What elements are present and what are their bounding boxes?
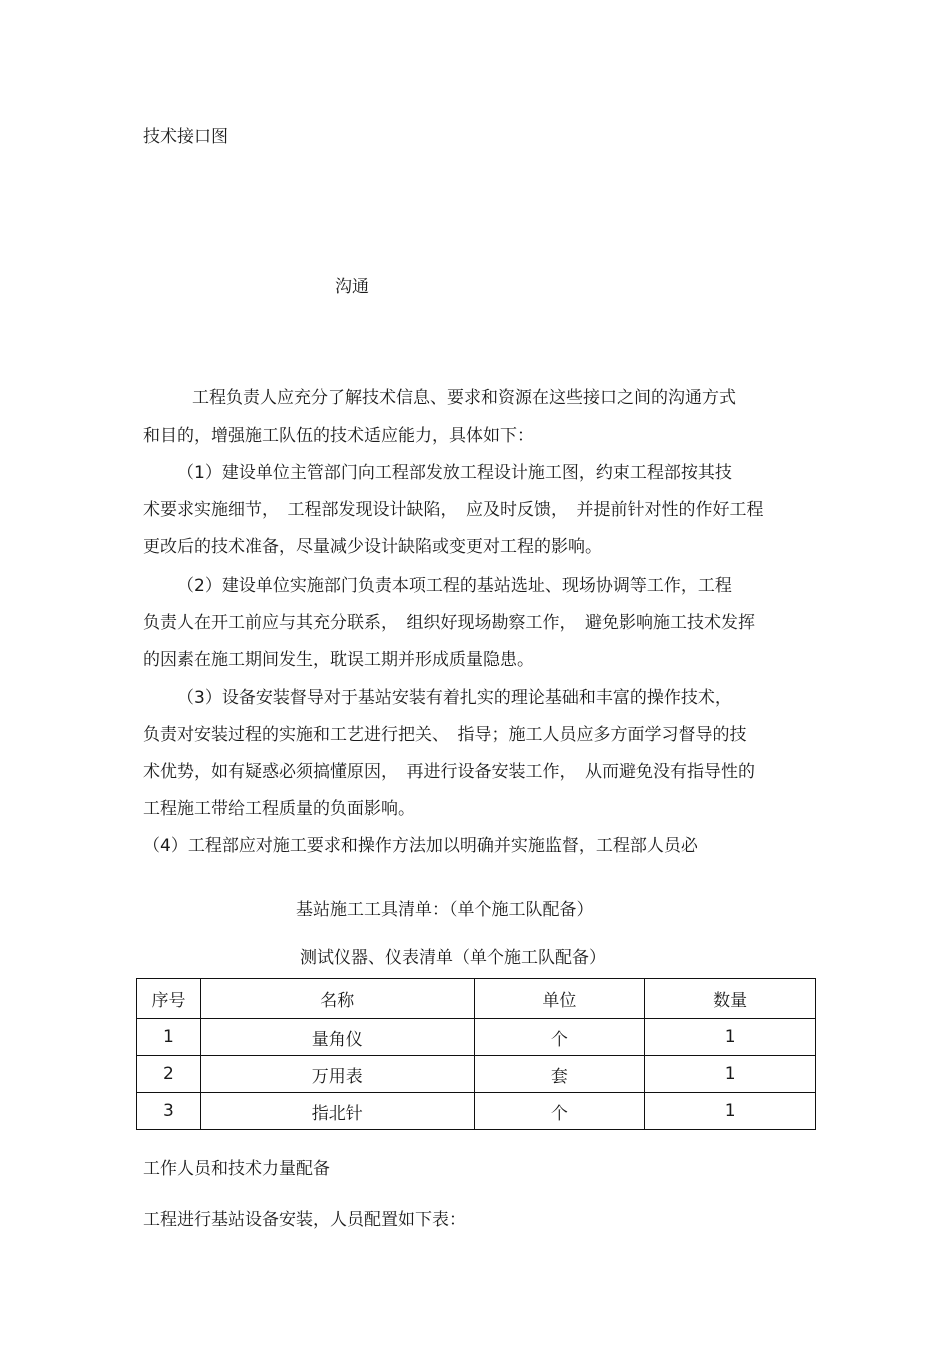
page-heading: 技术接口图 bbox=[143, 127, 228, 147]
cell-quantity: 1 bbox=[645, 1019, 816, 1056]
table-row bbox=[137, 1056, 816, 1093]
cell-name: 量角仪 bbox=[200, 1019, 474, 1056]
item-3-line-2: 负责对安装过程的实施和工艺进行把关、 指导；施工人员应多方面学习督导的技 bbox=[143, 725, 747, 745]
header-quantity: 数量 bbox=[645, 979, 816, 1019]
tools-list-title: 基站施工工具清单：（单个施工队配备） bbox=[296, 900, 594, 920]
table-row bbox=[137, 1019, 816, 1056]
cell-quantity: 1 bbox=[645, 1093, 816, 1130]
intro-line-2: 和目的，增强施工队伍的技术适应能力，具体如下： bbox=[143, 426, 534, 446]
staff-intro: 工程进行基站设备安装，人员配置如下表： bbox=[143, 1210, 466, 1230]
header-unit: 单位 bbox=[474, 979, 645, 1019]
header-index: 序号 bbox=[137, 979, 201, 1019]
cell-name: 指北针 bbox=[200, 1093, 474, 1130]
item-1-line-3: 更改后的技术准备，尽量减少设计缺陷或变更对工程的影响。 bbox=[143, 537, 602, 557]
cell-index: 3 bbox=[137, 1093, 201, 1130]
cell-unit: 个 bbox=[474, 1093, 645, 1130]
instruments-table-caption: 测试仪器、仪表清单（单个施工队配备） bbox=[300, 948, 606, 968]
item-1-line-2: 术要求实施细节， 工程部发现设计缺陷， 应及时反馈， 并提前针对性的作好工程 bbox=[143, 500, 764, 520]
header-name: 名称 bbox=[200, 979, 474, 1019]
item-1-line-1: （1）建设单位主管部门向工程部发放工程设计施工图，约束工程部按其技 bbox=[177, 463, 732, 483]
item-3-line-1: （3）设备安装督导对于基站安装有着扎实的理论基础和丰富的操作技术， bbox=[177, 688, 732, 708]
instruments-table bbox=[136, 978, 816, 1130]
cell-quantity: 1 bbox=[645, 1056, 816, 1093]
item-3-line-4: 工程施工带给工程质量的负面影响。 bbox=[143, 799, 415, 819]
cell-unit: 个 bbox=[474, 1019, 645, 1056]
cell-name: 万用表 bbox=[200, 1056, 474, 1093]
item-4-line-1: （4）工程部应对施工要求和操作方法加以明确并实施监督，工程部人员必 bbox=[143, 836, 698, 856]
item-2-line-1: （2）建设单位实施部门负责本项工程的基站选址、现场协调等工作，工程 bbox=[177, 576, 732, 596]
table-row bbox=[137, 1093, 816, 1130]
cell-index: 1 bbox=[137, 1019, 201, 1056]
section-title-communication: 沟通 bbox=[335, 277, 369, 297]
cell-unit: 套 bbox=[474, 1056, 645, 1093]
cell-index: 2 bbox=[137, 1056, 201, 1093]
staff-heading: 工作人员和技术力量配备 bbox=[143, 1159, 330, 1179]
table-header-row bbox=[137, 979, 816, 1019]
item-2-line-2: 负责人在开工前应与其充分联系， 组织好现场勘察工作， 避免影响施工技术发挥 bbox=[143, 613, 755, 633]
intro-line-1: 工程负责人应充分了解技术信息、要求和资源在这些接口之间的沟通方式 bbox=[192, 388, 736, 408]
item-2-line-3: 的因素在施工期间发生，耽误工期并形成质量隐患。 bbox=[143, 650, 534, 670]
item-3-line-3: 术优势，如有疑惑必须搞懂原因， 再进行设备安装工作， 从而避免没有指导性的 bbox=[143, 762, 755, 782]
